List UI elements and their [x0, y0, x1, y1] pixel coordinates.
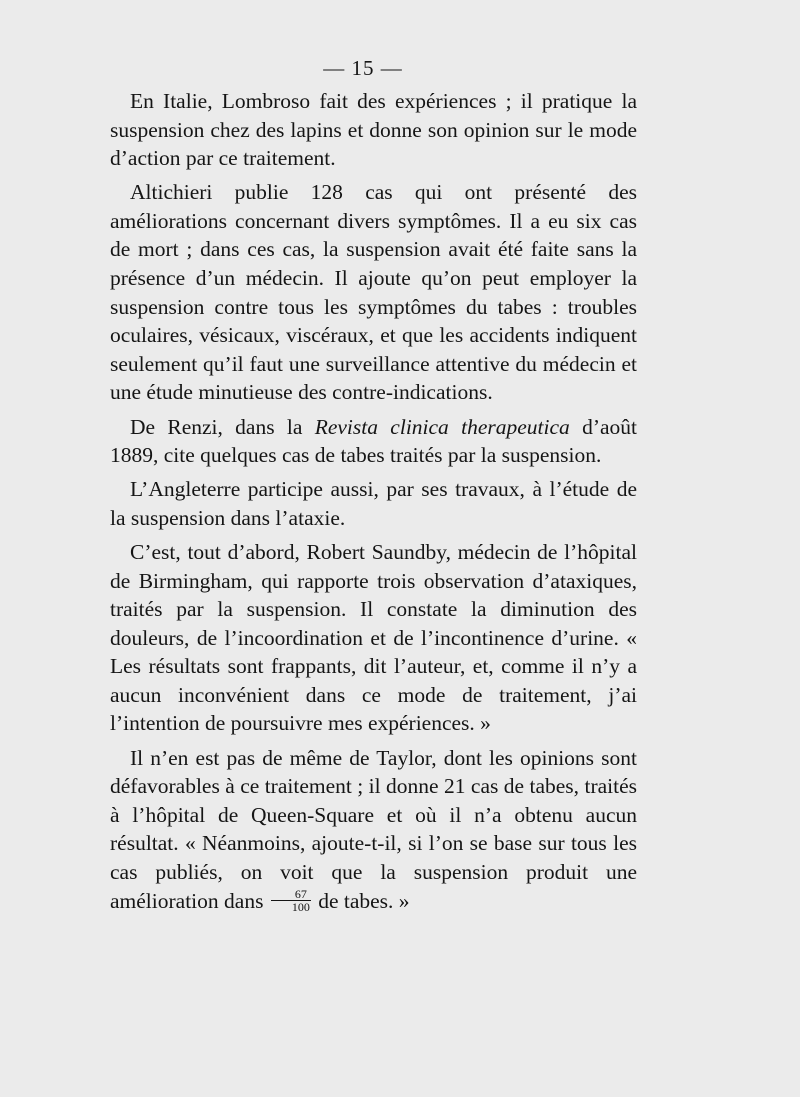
- paragraph-de-renzi: [110, 413, 637, 470]
- paragraph-de-renzi-text-start: De Renzi, dans la: [130, 414, 315, 439]
- journal-title: Revista clinica therapeutica: [314, 414, 570, 439]
- paragraph-saundby: C’est, tout d’abord, Robert Saundby, médecin de l’hôpital de Birmingham, qui rapporte trois observation d’ataxiques, traités par la suspension. Il constate la diminution des douleurs, de l’incoordination et de l’incontinence d’urine. « Les résultats sont frappants, dit l’auteur, et, comme il n’y a aucun inconvénient dans ce mode de traitement, j’ai l’intention de poursuivre mes expériences. »: [110, 539, 637, 736]
- paragraph-angleterre: L’Angleterre participe aussi, par ses travaux, à l’étude de la suspension dans l’ataxie.: [110, 477, 637, 530]
- fraction-numerator: 67: [271, 888, 311, 901]
- paragraph-de-renzi-text-end: d’août 1889, cite quelques cas de tabes traités par la suspension.: [110, 414, 637, 468]
- paragraph-lombroso: En Italie, Lombroso fait des expériences ; il pratique la suspension chez des lapins et donne son opinion sur le mode d’action par ce traitement.: [110, 89, 637, 171]
- page-number: — 15 —: [323, 56, 403, 80]
- fraction-denominator: 100: [291, 900, 310, 915]
- body-text: [110, 87, 637, 921]
- fraction: [271, 888, 311, 913]
- paragraph-taylor-text-end: de tabes. »: [312, 888, 410, 913]
- paragraph-altichieri: Altichieri publie 128 cas qui ont présenté des améliorations concernant divers symptômes. Il a eu six cas de mort ; dans ces cas, la suspension avait été faite sans la présence d’un médecin. Il ajoute qu’on peut employer la suspension contre tous les symptômes du tabes : troubles oculaires, vésicaux, viscéraux, et que les accidents indiquent seulement qu’il faut une surveillance attentive du médecin et une étude minutieuse des contre-indications.: [110, 180, 637, 405]
- paragraph-taylor-text-start: Il n’en est pas de même de Taylor, dont les opinions sont défavorables à ce traitement ; il donne 21 cas de tabes, traités à l’hôpital de Queen-Square et où il n’a obtenu aucun résultat. « Néanmoins, ajoute-t-il, si l’on se base sur tous les cas publiés, on voit que la suspension produit une amélioration dans: [110, 745, 637, 913]
- paragraph-taylor: [110, 744, 637, 916]
